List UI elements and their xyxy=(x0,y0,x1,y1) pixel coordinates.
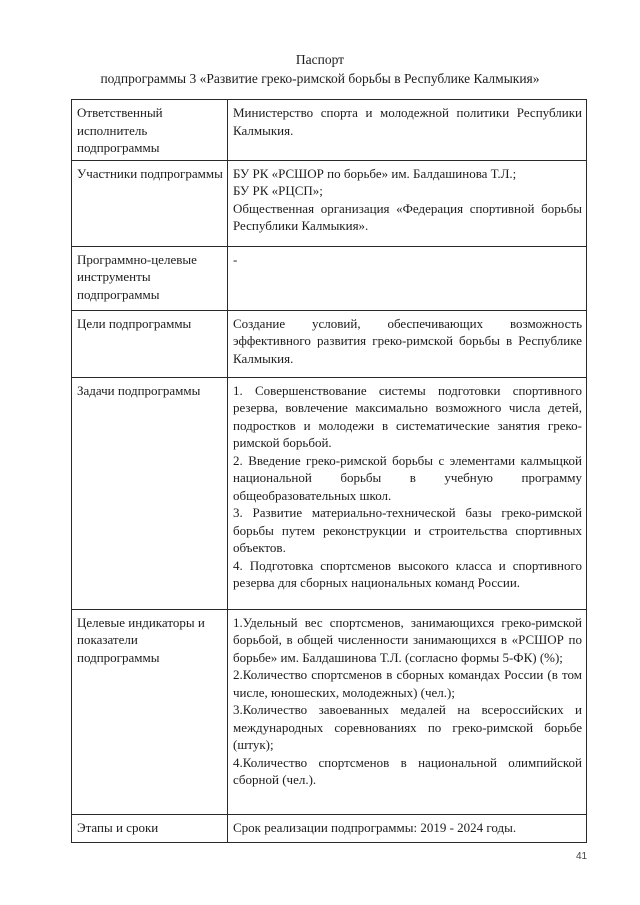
value-paragraph: Общественная организация «Федерация спортивной борьбы Республики Калмыкия». xyxy=(233,200,582,233)
row-label: Цели подпрограммы xyxy=(72,310,228,377)
row-responsible-executor xyxy=(72,100,587,161)
value-paragraph: 3. Развитие материально-технической базы греко-римской борьбы путем реконструкции и строительства спортивных объектов. xyxy=(233,505,582,555)
row-target-indicators xyxy=(72,609,587,814)
row-label: Задачи подпрограммы xyxy=(72,377,228,609)
row-program-tools xyxy=(72,246,587,310)
row-value xyxy=(228,814,587,842)
value-paragraph: 1. Совершенствование системы подготовки спортивного резерва, вовлечение максимально возможного числа детей, подростков и молодежи в систематические занятия греко-римской борьбой. xyxy=(233,382,582,450)
row-goals xyxy=(72,310,587,377)
row-value xyxy=(228,100,587,161)
value-paragraph: БУ РК «РСШОР по борьбе» им. Балдашинова Т.Л.; xyxy=(233,165,517,181)
document-title: Паспорт xyxy=(295,52,345,67)
value-paragraph: 1.Удельный вес спортсменов, занимающихся греко-римской борьбой, в общей численности занимающихся в «РСШОР по борьбе» им. Балдашинова Т.Л. (согласно формы 5-ФК) (%); xyxy=(233,614,582,665)
value-paragraph: 4. Подготовка спортсменов высокого класса и спортивного резерва для сборных национальных команд России. xyxy=(233,557,582,590)
row-tasks xyxy=(72,377,587,609)
row-value xyxy=(228,310,587,377)
row-label: Участники подпрограммы xyxy=(72,160,228,246)
row-value xyxy=(228,246,587,310)
page-number: 41 xyxy=(576,851,588,862)
value-paragraph: 3.Количество завоеванных медалей на всероссийских и международных соревнованиях по греко-римской борьбе (штук); xyxy=(233,702,582,752)
row-stages-and-terms xyxy=(72,814,587,842)
document-subtitle: подпрограммы 3 «Развитие греко-римской борьбы в Республике Калмыкия» xyxy=(100,71,540,86)
value-paragraph: 2. Введение греко-римской борьбы с элементами калмыцкой национальной борьбы в учебную программу общеобразовательных школ. xyxy=(233,452,582,503)
row-label: Программно-целевые инструменты подпрограммы xyxy=(72,246,228,310)
row-value xyxy=(228,609,587,814)
value-paragraph: 4.Количество спортсменов в национальной олимпийской сборной (чел.). xyxy=(233,754,582,787)
row-value xyxy=(228,160,587,246)
value-paragraph: Создание условий, обеспечивающих возможность эффективного развития греко-римской борьбы в Республике Калмыкия. xyxy=(233,315,582,366)
row-label: Этапы и сроки xyxy=(72,814,228,842)
value-paragraph: 2.Количество спортсменов в сборных командах России (в том числе, юношеских, молодежных) (чел.); xyxy=(233,667,582,700)
value-paragraph: Министерство спорта и молодежной политики Республики Калмыкия. xyxy=(233,105,582,138)
passport-table xyxy=(71,99,587,843)
row-participants xyxy=(72,160,587,246)
row-label: Ответственный исполнитель подпрограммы xyxy=(72,100,228,161)
row-value xyxy=(228,377,587,609)
value-paragraph: Срок реализации подпрограммы: 2019 - 2024 годы. xyxy=(233,819,517,835)
value-paragraph: БУ РК «РЦСП»; xyxy=(233,183,323,198)
row-label: Целевые индикаторы и показатели подпрограммы xyxy=(72,609,228,814)
passport-heading xyxy=(0,50,640,88)
value-paragraph: - xyxy=(233,251,238,267)
